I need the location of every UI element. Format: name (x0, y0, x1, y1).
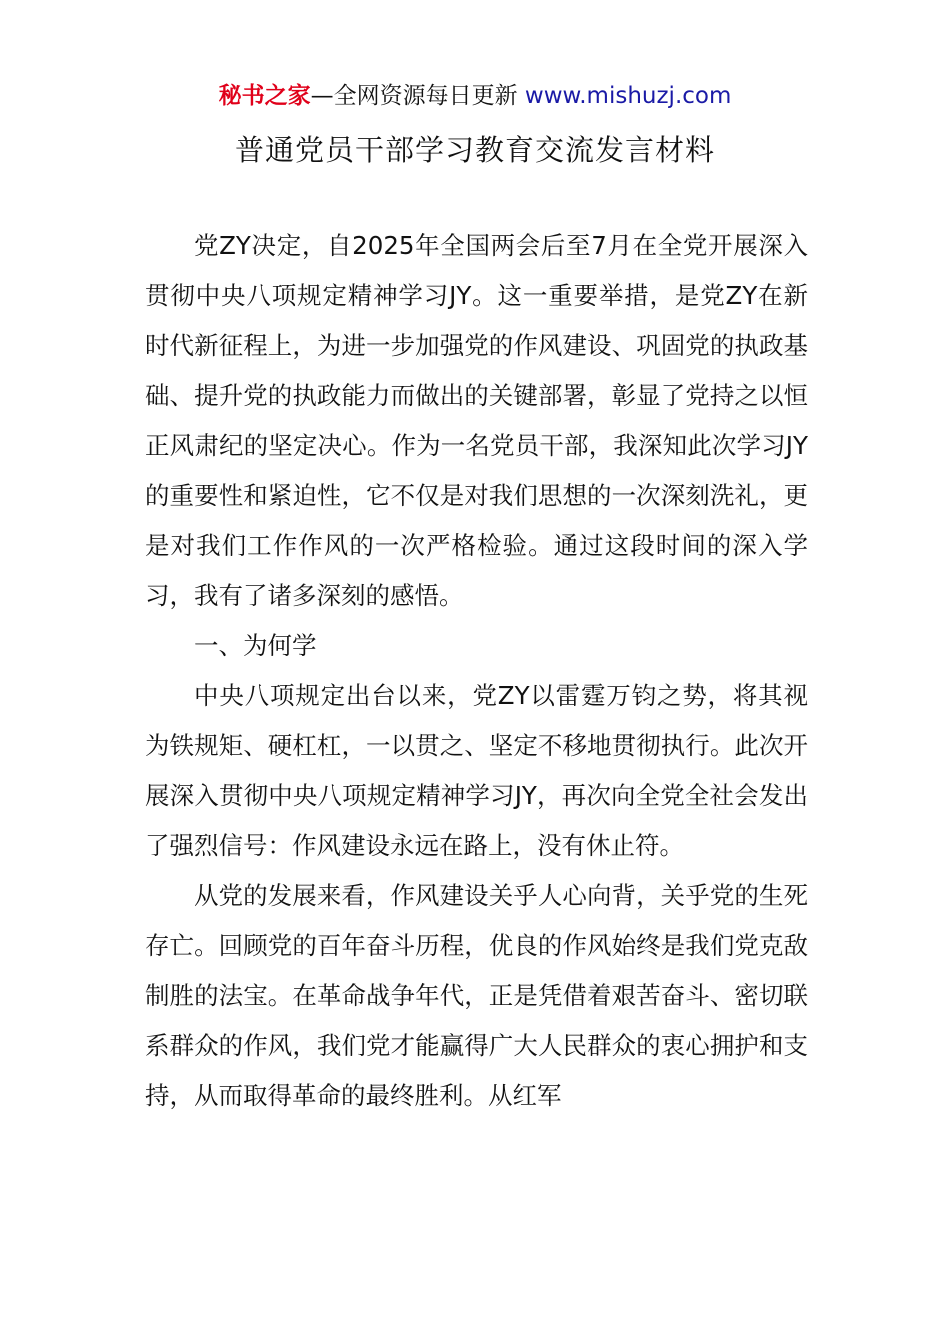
paragraph: 中央八项规定出台以来，党ZY以雷霆万钧之势，将其视为铁规矩、硬杠杠，一以贯之、坚定不移地贯彻执行。此次开展深入贯彻中央八项规定精神学习JY，再次向全党全社会发出了强烈信号：作风建设永远在路上，没有休止符。 (145, 681, 808, 860)
section-heading: 一、为何学 (194, 631, 317, 660)
site-header (0, 80, 950, 112)
document-body (145, 221, 808, 1121)
document-title: 普通党员干部学习教育交流发言材料 (234, 133, 715, 167)
site-brand: 秘书之家 (218, 83, 311, 109)
site-tagline: —全网资源每日更新 (310, 83, 525, 109)
paragraph-intro: 党ZY决定，自2025年全国两会后至7月在全党开展深入贯彻中央八项规定精神学习JY。这一重要举措，是党ZY在新时代新征程上，为进一步加强党的作风建设、巩固党的执政基础、提升党的执政能力而做出的关键部署，彰显了党持之以恒正风肃纪的坚定决心。作为一名党员干部，我深知此次学习JY的重要性和紧迫性，它不仅是对我们思想的一次深刻洗礼，更是对我们工作作风的一次严格检验。通过这段时间的深入学习，我有了诸多深刻的感悟。 (145, 231, 808, 610)
paragraph: 从党的发展来看，作风建设关乎人心向背，关乎党的生死存亡。回顾党的百年奋斗历程，优良的作风始终是我们党克敌制胜的法宝。在革命战争年代，正是凭借着艰苦奋斗、密切联系群众的作风，我们党才能赢得广大人民群众的衷心拥护和支持，从而取得革命的最终胜利。从红军 (145, 881, 808, 1110)
site-url: www.mishuzj.com (524, 83, 732, 109)
